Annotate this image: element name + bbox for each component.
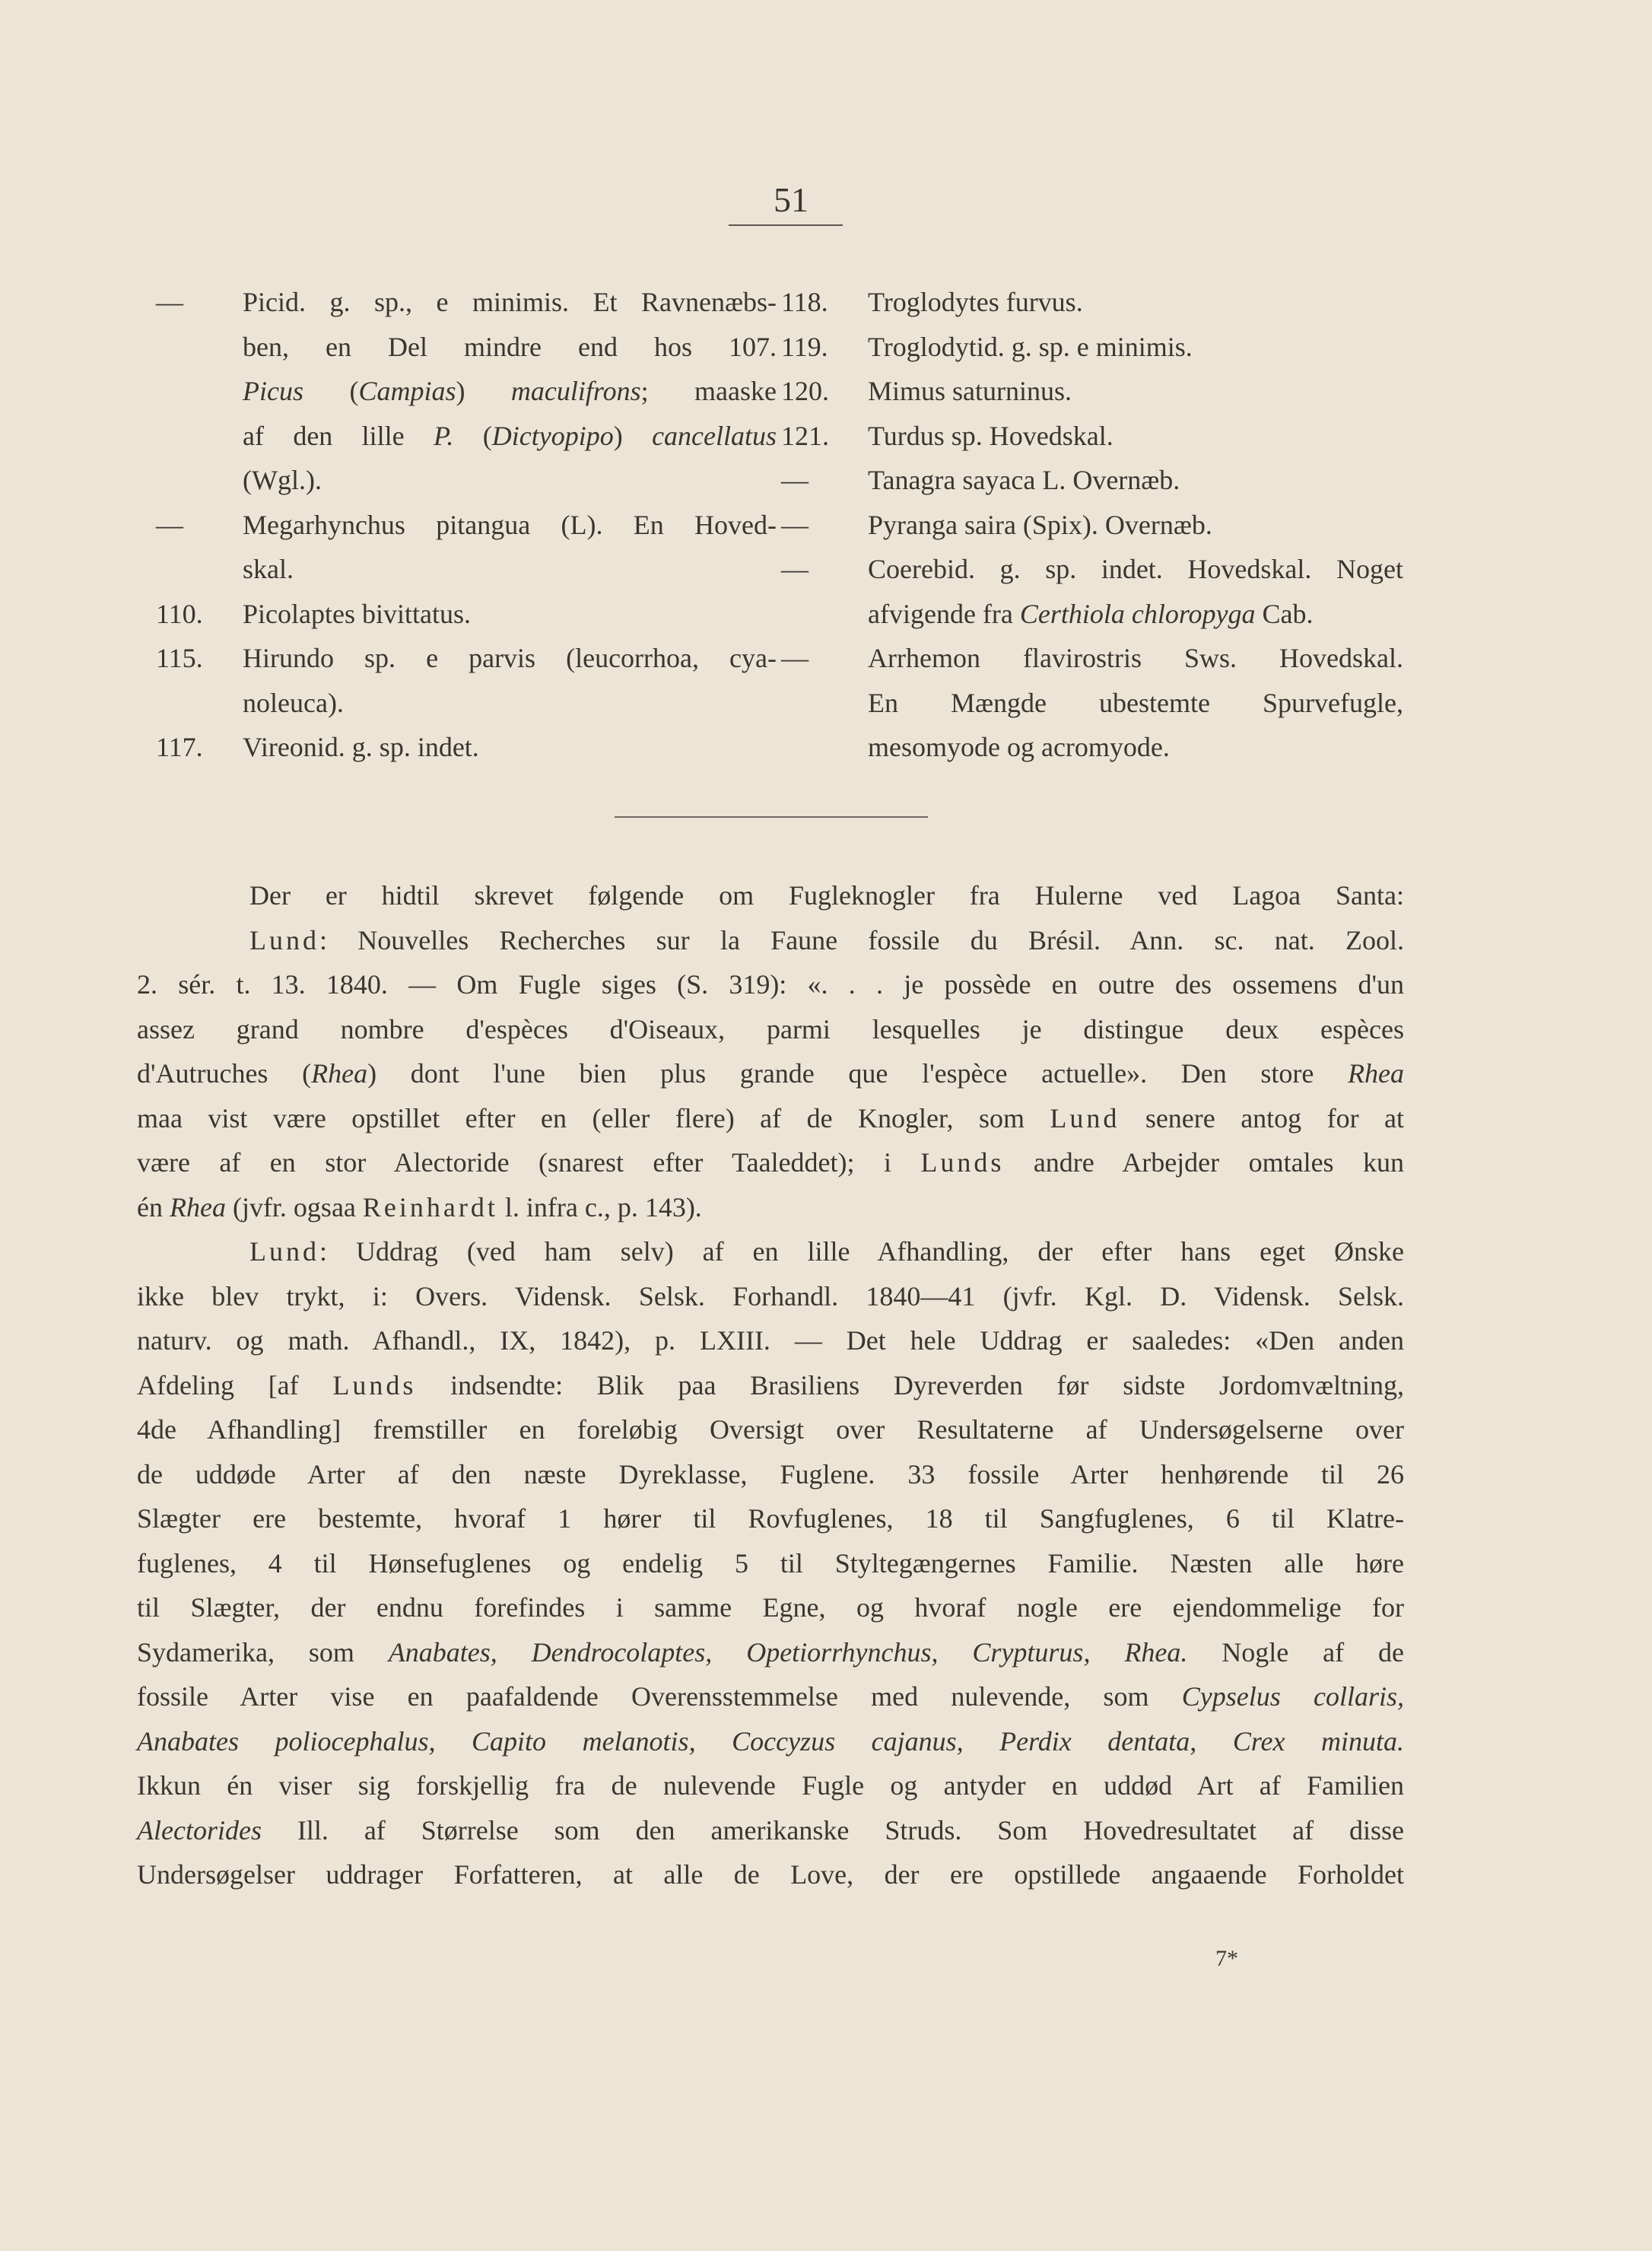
entry-number: — — [156, 287, 183, 317]
paragraph-line: fuglenes, 4 til Hønsefuglenes og endelig 5 til Styltegængernes Familie. Næsten alle høre — [137, 1547, 1404, 1579]
entry-number: 118. — [781, 287, 828, 317]
italic-text: Anabates poliocephalus, Capito melanotis, Coccyzus cajanus, Perdix dentata, Crex minuta. — [137, 1725, 1404, 1757]
author-name: Lunds — [920, 1147, 1005, 1178]
entry-line: Picolaptes bivittatus. — [243, 598, 471, 629]
entry-text — [868, 547, 1403, 636]
paragraph-line: ikke blev trykt, i: Overs. Vidensk. Selsk. Forhandl. 1840—41 (jvfr. Kgl. D. Vidensk. Selsk. — [137, 1280, 1404, 1311]
entry-line: Coerebid. g. sp. indet. Hovedskal. Noget — [868, 554, 1403, 584]
entry-line: ben, en Del mindre end hos 107. — [243, 331, 777, 362]
paragraph-line: assez grand nombre d'espèces d'Oiseaux, parmi lesquelles je distingue deux espèces — [137, 1013, 1404, 1044]
entry-text — [243, 592, 777, 637]
right-entry — [781, 325, 1403, 370]
entry-line: (Wgl.). — [243, 465, 322, 495]
paragraph-line: Ikkun én viser sig forskjellig fra de nulevende Fugle og antyder en uddød Art af Familien — [137, 1770, 1404, 1801]
entry-text — [868, 636, 1403, 770]
entry-line: afvigende fra Certhiola chloropyga Cab. — [868, 598, 1314, 629]
entry-number: — — [781, 465, 809, 495]
entry-line: Megarhynchus pitangua (L). En Hoved- — [243, 509, 777, 540]
left-entry — [156, 725, 777, 770]
paragraph-line: fossile Arter vise en paafaldende Overensstemmelse med nulevende, som Cypselus collaris, — [137, 1681, 1404, 1712]
left-entry — [156, 503, 777, 592]
italic-text: Anabates, Dendrocolaptes, Opetiorrhynchus, Crypturus, Rhea. — [388, 1636, 1188, 1668]
italic-text: Alectorides — [137, 1814, 262, 1846]
entry-text — [868, 325, 1403, 370]
paragraph-line: Afdeling [af Lunds indsendte: Blik paa Brasiliens Dyreverden før sidste Jordomvæltning, — [137, 1369, 1404, 1401]
entry-text — [243, 636, 777, 725]
italic-text: Rhea — [169, 1191, 226, 1222]
entry-line: noleuca). — [243, 687, 344, 718]
paragraph-line: d'Autruches (Rhea) dont l'une bien plus grande que l'espèce actuelle». Den store Rhea — [137, 1058, 1404, 1089]
paragraph-line: Alectorides Ill. af Størrelse som den amerikanske Struds. Som Hovedresultatet af disse — [137, 1814, 1404, 1846]
author-name: Lunds — [332, 1369, 417, 1401]
paragraph-line: én Rhea (jvfr. ogsaa Reinhardt l. infra c., p. 143). — [137, 1191, 702, 1222]
right-entry — [781, 636, 1403, 770]
page-number-rule — [729, 224, 843, 226]
entry-line: Arrhemon flavirostris Sws. Hovedskal. — [868, 643, 1403, 673]
entry-line: Pyranga saira (Spix). Overnæb. — [868, 509, 1212, 540]
right-entry — [781, 458, 1403, 503]
italic-text: Campias — [358, 376, 456, 406]
right-entry — [781, 369, 1403, 414]
right-entry — [781, 414, 1403, 459]
left-entry — [156, 280, 777, 503]
intro-line: Der er hidtil skrevet følgende om Fugleknogler fra Hulerne ved Lagoa Santa: — [249, 880, 1404, 911]
paragraph-line: Sydamerika, som Anabates, Dendrocolaptes, Opetiorrhynchus, Crypturus, Rhea. Nogle af de — [137, 1636, 1404, 1668]
right-column — [781, 280, 1403, 770]
italic-text: Dictyopipo — [491, 420, 614, 451]
paragraph-line: naturv. og math. Afhandl., IX, 1842), p. LXIII. — Det hele Uddrag er saaledes: «Den anden — [137, 1325, 1404, 1356]
paragraph-line: Lund: Uddrag (ved ham selv) af en lille Afhandling, der efter hans eget Ønske — [249, 1236, 1404, 1267]
entry-line: Vireonid. g. sp. indet. — [243, 732, 479, 762]
entry-number: — — [781, 554, 809, 584]
entry-number: 120. — [781, 376, 829, 406]
entry-number: — — [781, 509, 809, 540]
paragraph-line: Slægter ere bestemte, hvoraf 1 hører til Rovfuglenes, 18 til Sangfuglenes, 6 til Klatre- — [137, 1503, 1404, 1534]
paragraph-line: til Slægter, der endnu forefindes i samme Egne, og hvoraf nogle ere ejendommelige for — [137, 1592, 1404, 1623]
entry-line: Picus (Campias) maculifrons; maaske — [243, 376, 777, 406]
entry-line: En Mængde ubestemte Spurvefugle, — [868, 687, 1403, 718]
left-column — [156, 280, 777, 770]
entry-line: Troglodytid. g. sp. e minimis. — [868, 331, 1193, 362]
entry-text — [243, 725, 777, 770]
entry-line: af den lille P. (Dictyopipo) cancellatus — [243, 420, 777, 451]
section-divider — [615, 816, 928, 818]
author-name: Lund — [1050, 1102, 1120, 1133]
left-entry — [156, 592, 777, 637]
entry-number: 115. — [156, 643, 203, 673]
author-name: Lund — [249, 924, 319, 955]
entry-number: — — [156, 509, 183, 540]
paragraph-lund-1840 — [137, 918, 1404, 1230]
left-entry — [156, 636, 777, 725]
italic-text: cancellatus — [652, 420, 777, 451]
entry-number: 117. — [156, 732, 203, 762]
body-text — [137, 873, 1404, 1897]
right-entry — [781, 280, 1403, 325]
entry-line: Troglodytes furvus. — [868, 287, 1083, 317]
signature-mark: 7* — [1215, 1946, 1238, 1971]
paragraph-line: de uddøde Arter af den næste Dyreklasse, Fuglene. 33 fossile Arter henhørende til 26 — [137, 1458, 1404, 1490]
page-number: 51 — [774, 180, 809, 219]
entry-line: Hirundo sp. e parvis (leucorrhoa, cya- — [243, 643, 777, 673]
entry-text — [868, 280, 1403, 325]
entry-text — [868, 458, 1403, 503]
italic-text: Cypselus collaris, — [1181, 1681, 1404, 1712]
entry-line: Turdus sp. Hovedskal. — [868, 420, 1114, 451]
paragraph-lund-uddrag — [137, 1229, 1404, 1897]
paragraph-line: 2. sér. t. 13. 1840. — Om Fugle siges (S. 319): «. . . je possède en outre des ossemens d'un — [137, 969, 1404, 1000]
entry-number: 110. — [156, 598, 203, 629]
entry-line: Picid. g. sp., e minimis. Et Ravnenæbs- — [243, 287, 777, 317]
paragraph-line — [137, 1719, 1404, 1764]
entry-line: Mimus saturninus. — [868, 376, 1072, 406]
paragraph-line: Undersøgelser uddrager Forfatteren, at alle de Love, der ere opstillede angaaende Forholdet — [137, 1859, 1404, 1890]
italic-text: Rhea — [311, 1058, 368, 1089]
entry-text — [868, 414, 1403, 459]
entry-text — [868, 369, 1403, 414]
paragraph-line: være af en stor Alectoride (snarest efter Taaleddet); i Lunds andre Arbejder omtales kun — [137, 1147, 1404, 1178]
paragraph-line: Lund: Nouvelles Recherches sur la Faune fossile du Brésil. Ann. sc. nat. Zool. — [249, 924, 1404, 955]
entry-number: — — [781, 643, 809, 673]
entry-number: 121. — [781, 420, 829, 451]
italic-text: Rhea — [1348, 1058, 1404, 1089]
author-name: Reinhardt — [362, 1191, 498, 1222]
italic-text: P. — [434, 420, 454, 451]
italic-text: Certhiola chloropyga — [1019, 598, 1256, 629]
entry-line: Tanagra sayaca L. Overnæb. — [868, 465, 1180, 495]
right-entry — [781, 503, 1403, 548]
right-entry — [781, 547, 1403, 636]
entry-text — [868, 503, 1403, 548]
italic-text: Picus — [243, 376, 303, 406]
entry-text — [243, 280, 777, 503]
author-name: Lund — [249, 1236, 319, 1267]
entry-line: skal. — [243, 554, 294, 584]
paragraph-line: maa vist være opstillet efter en (eller flere) af de Knogler, som Lund senere antog for at — [137, 1102, 1404, 1133]
entry-number: 119. — [781, 331, 828, 362]
entry-line: mesomyode og acromyode. — [868, 732, 1170, 762]
paragraph-line: 4de Afhandling] fremstiller en foreløbig Oversigt over Resultaterne af Undersøgelserne over — [137, 1414, 1404, 1445]
entry-text — [243, 503, 777, 592]
italic-text: maculifrons — [510, 376, 641, 406]
